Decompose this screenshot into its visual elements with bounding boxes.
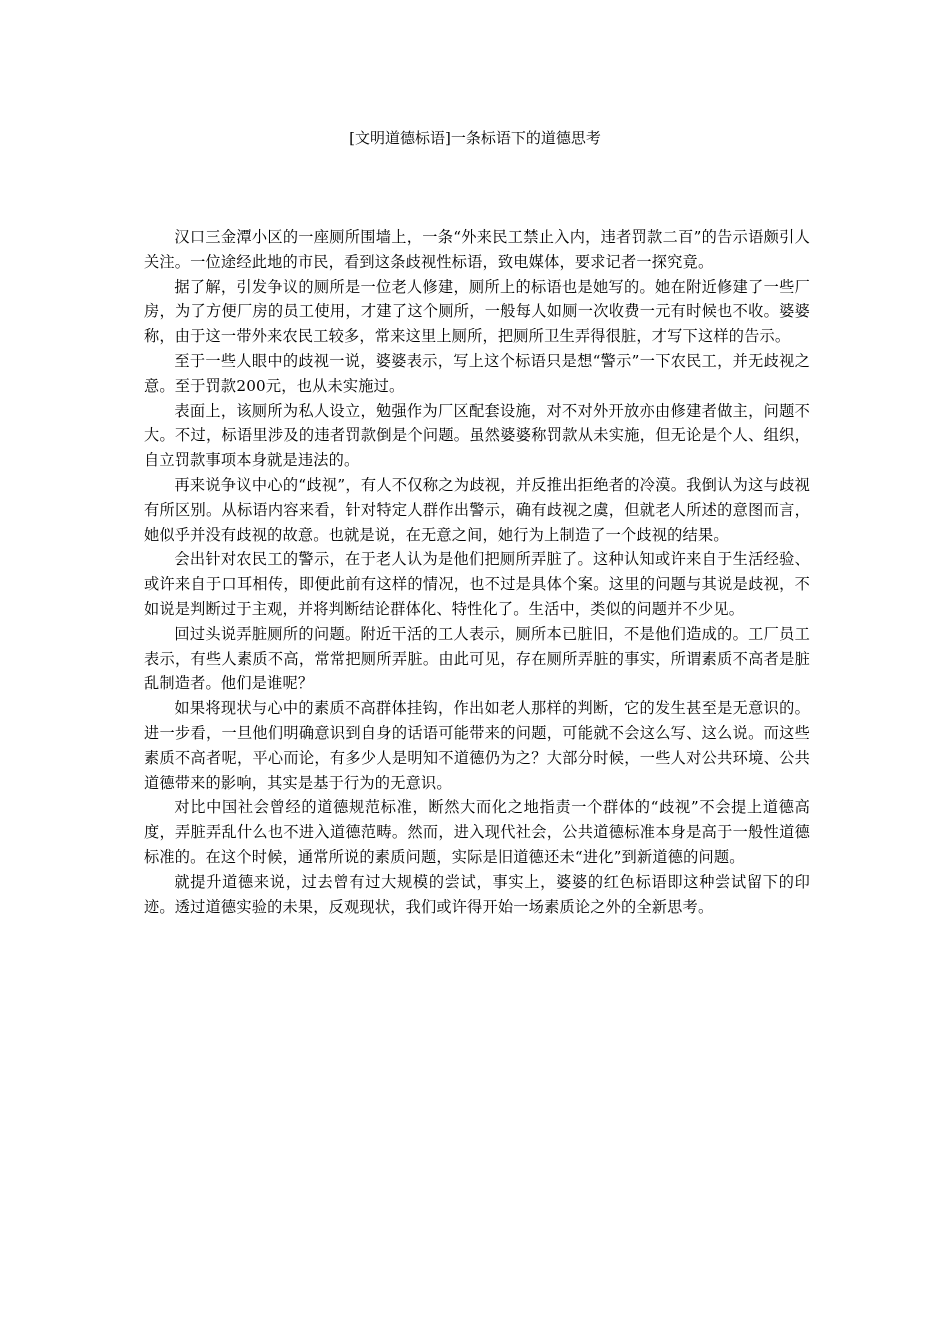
paragraph: 至于一些人眼中的歧视一说，婆婆表示，写上这个标语只是想“警示”一下农民工，并无歧视之意。至于罚款200元，也从未实施过。 — [144, 351, 810, 395]
paragraph: 汉口三金潭小区的一座厕所围墙上，一条“外来民工禁止入内，违者罚款二百”的告示语颇引人关注。一位途经此地的市民，看到这条歧视性标语，致电媒体，要求记者一探究竟。 — [144, 228, 810, 271]
paragraph: 再来说争议中心的“歧视”，有人不仅称之为歧视，并反推出拒绝者的冷漠。我倒认为这与歧视有所区别。从标语内容来看，针对特定人群作出警示，确有歧视之虞，但就老人所述的意图而言，她似乎并没有歧视的故意。也就是说，在无意之间，她行为上制造了一个歧视的结果。 — [144, 475, 810, 544]
paragraph: 会出针对农民工的警示，在于老人认为是他们把厕所弄脏了。这种认知或许来自于生活经验、或许来自于口耳相传，即便此前有这样的情况，也不过是具体个案。这里的问题与其说是歧视，不如说是判断过于主观，并将判断结论群体化、特性化了。生活中，类似的问题并不少见。 — [144, 550, 810, 618]
paragraph: 回过头说弄脏厕所的问题。附近干活的工人表示，厕所本已脏旧，不是他们造成的。工厂员工表示，有些人素质不高，常常把厕所弄脏。由此可见，存在厕所弄脏的事实，所谓素质不高者是脏乱制造者。他们是谁呢？ — [144, 624, 810, 693]
paragraph: 据了解，引发争议的厕所是一位老人修建，厕所上的标语也是她写的。她在附近修建了一些厂房，为了方便厂房的员工使用，才建了这个厕所，一般每人如厕一次收费一元有时候也不收。婆婆称，由于这一带外来农民工较多，常来这里上厕所，把厕所卫生弄得很脏，才写下这样的告示。 — [144, 277, 810, 346]
paragraph: 对比中国社会曾经的道德规范标准，断然大而化之地指责一个群体的“歧视”不会提上道德高度，弄脏弄乱什么也不进入道德范畴。然而，进入现代社会，公共道德标准本身是高于一般性道德标准的。在这个时候，通常所说的素质问题，实际是旧道德还未“进化”到新道德的问题。 — [144, 798, 810, 866]
paragraph: 就提升道德来说，过去曾有过大规模的尝试，事实上，婆婆的红色标语即这种尝试留下的印迹。透过道德实验的未果，反观现状，我们或许得开始一场素质论之外的全新思考。 — [144, 872, 810, 916]
paragraph: 如果将现状与心中的素质不高群体挂钩，作出如老人那样的判断，它的发生甚至是无意识的。进一步看，一旦他们明确意识到自身的话语可能带来的问题，可能就不会这么写、这么说。而这些素质不高者呢，平心而论，有多少人是明知不道德仍为之？大部分时候，一些人对公共环境、公共道德带来的影响，其实是基于行为的无意识。 — [144, 699, 810, 792]
document-title: [文明道德标语]一条标语下的道德思考 — [349, 129, 601, 147]
article-body — [144, 225, 810, 919]
paragraph: 表面上，该厕所为私人设立，勉强作为厂区配套设施，对不对外开放亦由修建者做主，问题不大。不过，标语里涉及的违者罚款倒是个问题。虽然婆婆称罚款从未实施，但无论是个人、组织，自立罚款事项本身就是违法的。 — [144, 401, 810, 470]
